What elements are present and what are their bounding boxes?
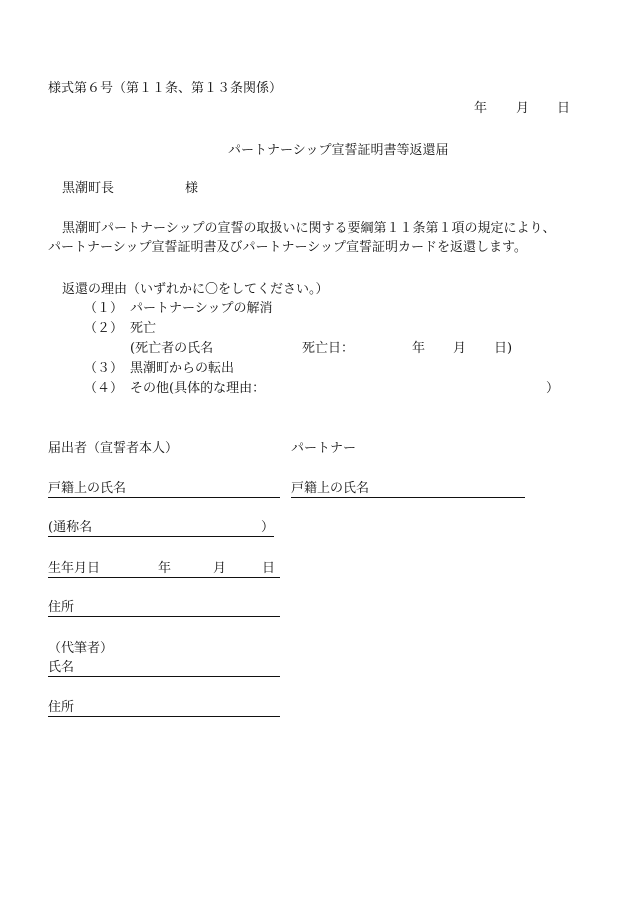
applicant-alias-close: ） (260, 520, 274, 535)
applicant-heading: 届出者（宣誓者本人） (48, 441, 179, 456)
applicant-alias-label: (通称名 (48, 520, 93, 535)
proxy-name-field[interactable] (48, 660, 280, 677)
death-year-label: 年 (412, 341, 426, 356)
reasons-heading: 返還の理由（いずれかに〇をしてください。） (62, 282, 329, 297)
proxy-address-field[interactable] (48, 700, 280, 717)
addressee-name: 黒潮町長 (62, 181, 115, 196)
date-day-label: 日 (557, 101, 571, 116)
death-date-label: 死亡日： (302, 341, 355, 356)
date-month-label: 月 (516, 101, 530, 116)
body-line-1: 黒潮町パートナーシップの宣誓の取扱いに関する要綱第１１条第１項の規定により、 (62, 221, 556, 236)
applicant-address-field[interactable] (48, 600, 280, 617)
proxy-address-label: 住所 (48, 700, 75, 715)
applicant-birth-month-label: 月 (213, 561, 227, 576)
document-title: パートナーシップ宣誓証明書等返還届 (228, 143, 449, 158)
applicant-birth-year-label: 年 (158, 561, 172, 576)
reason-1-label: パートナーシップの解消 (130, 301, 273, 316)
applicant-birthdate-label: 生年月日 (48, 561, 101, 576)
partner-family-name-label: 戸籍上の氏名 (291, 481, 370, 496)
proxy-name-label: 氏名 (48, 660, 75, 675)
death-day-label: 日) (494, 341, 513, 356)
body-line-2: パートナーシップ宣誓証明書及びパートナーシップ宣誓証明カードを返還します。 (48, 240, 527, 255)
addressee-honorific: 様 (185, 181, 199, 196)
applicant-address-label: 住所 (48, 600, 75, 615)
death-month-label: 月 (453, 341, 467, 356)
date-year-label: 年 (474, 101, 488, 116)
proxy-heading: （代筆者） (48, 641, 114, 656)
partner-heading: パートナー (291, 441, 357, 456)
applicant-family-name-label: 戸籍上の氏名 (48, 481, 127, 496)
reason-3-label: 黒潮町からの転出 (130, 361, 235, 376)
applicant-birth-day-label: 日 (262, 561, 276, 576)
applicant-birthdate-field[interactable] (48, 561, 280, 578)
reason-4-number: （４） (84, 381, 124, 396)
reason-4-label: その他(具体的な理由： (130, 381, 266, 396)
form-number: 様式第６号（第１１条、第１３条関係） (48, 81, 283, 96)
reason-4-close: ） (546, 381, 560, 396)
reason-3-number: （３） (84, 361, 124, 376)
applicant-alias-field[interactable] (48, 520, 274, 537)
deceased-name-label: (死亡者の氏名 (130, 341, 214, 356)
reason-1-number: （１） (84, 301, 124, 316)
partner-family-name-field[interactable] (291, 481, 525, 498)
applicant-family-name-field[interactable] (48, 481, 280, 498)
reason-2-number: （２） (84, 321, 124, 336)
reason-2-label: 死亡 (130, 321, 157, 336)
